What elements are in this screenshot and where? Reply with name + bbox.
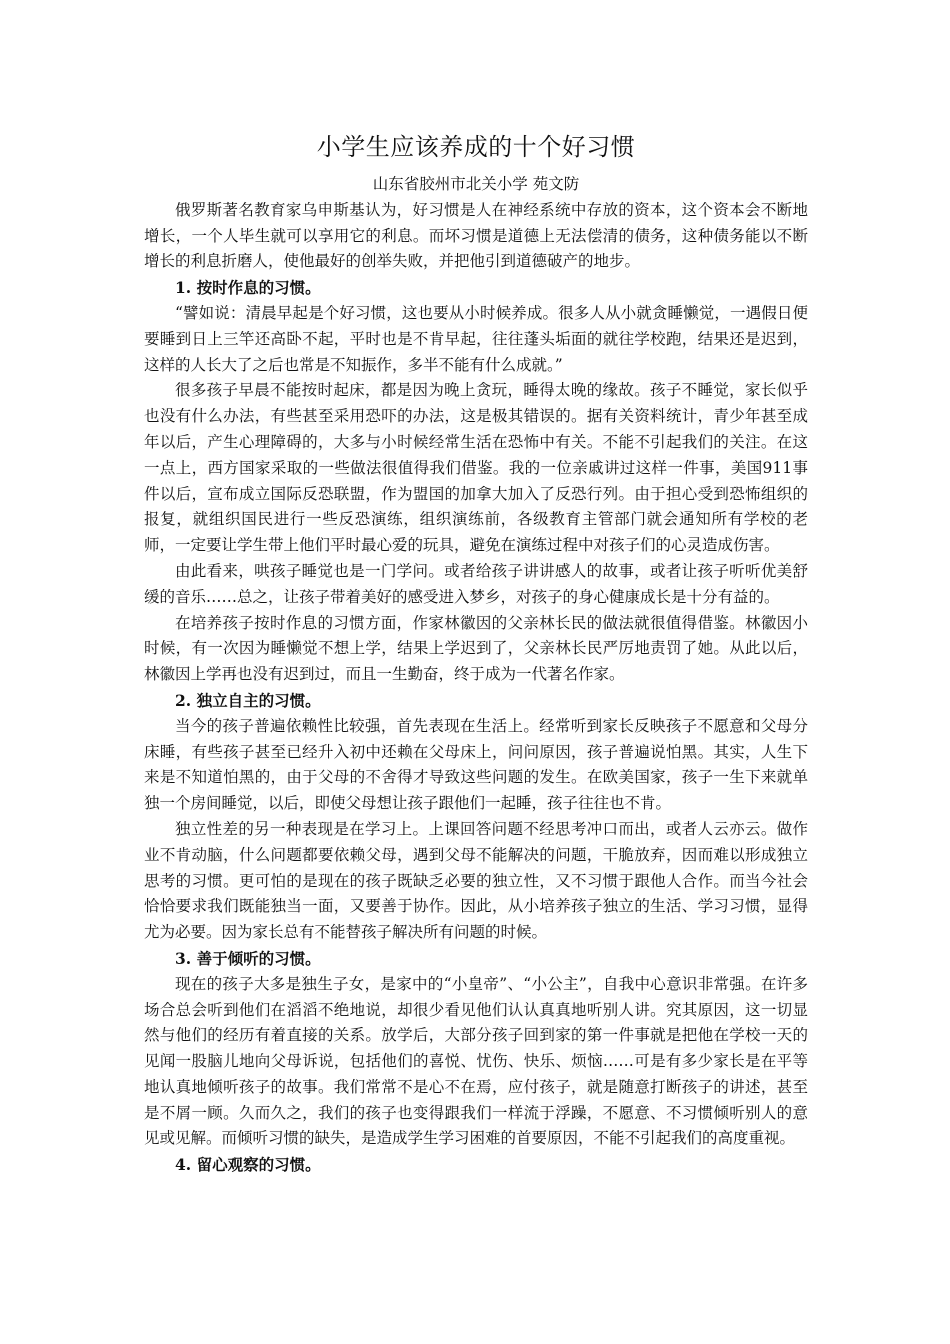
section-3-paragraph-1: 现在的孩子大多是独生子女，是家中的“小皇帝”、“小公主”，自我中心意识非常强。在许多场合总会听到他们在滔滔不绝地说，却很少看见他们认认真真地听别人讲。究其原因，这一切显然与他们的经历有着直接的关系。放学后，大部分孩子回到家的第一件事就是把他在学校一天的见闻一股脑儿地向父母诉说，包括他们的喜悦、忧伤、快乐、烦恼……可是有多少家长是在平等地认真地倾听孩子的故事。我们常常不是心不在焉，应付孩子，就是随意打断孩子的讲述，甚至是不屑一顾。久而久之，我们的孩子也变得跟我们一样流于浮躁，不愿意、不习惯倾听别人的意见或见解。而倾听习惯的缺失，是造成学生学习困难的首要原因，不能不引起我们的高度重视。 bbox=[144, 974, 808, 1148]
section-heading-1: 1. 按时作息的习惯。 bbox=[175, 278, 321, 298]
section-1-paragraph-1: “譬如说：清晨早起是个好习惯，这也要从小时候养成。很多人从小就贪睡懒觉，一遇假日便要睡到日上三竿还高卧不起，平时也是不肯早起，往往蓬头垢面的就往学校跑，结果还是迟到，这样的人长大了之后也常是不知振作，多半不能有什么成就。” bbox=[144, 303, 808, 374]
document-title: 小学生应该养成的十个好习惯 bbox=[316, 133, 636, 161]
author-byline: 山东省胶州市北关小学 苑文防 bbox=[372, 175, 580, 193]
intro-paragraph: 俄罗斯著名教育家乌申斯基认为，好习惯是人在神经系统中存放的资本，这个资本会不断地增长，一个人毕生就可以享用它的利息。而坏习惯是道德上无法偿清的债务，这种债务能以不断增长的利息折磨人，使他最好的创举失败，并把他引到道德破产的地步。 bbox=[144, 200, 808, 271]
section-heading-3: 3. 善于倾听的习惯。 bbox=[175, 948, 321, 968]
section-1-paragraph-3: 由此看来，哄孩子睡觉也是一门学问。或者给孩子讲讲感人的故事，或者让孩子听听优美舒缓的音乐……总之，让孩子带着美好的感受进入梦乡，对孩子的身心健康成长是十分有益的。 bbox=[144, 561, 808, 606]
section-1-paragraph-4: 在培养孩子按时作息的习惯方面，作家林徽因的父亲林长民的做法就很值得借鉴。林徽因小时候，有一次因为睡懒觉不想上学，结果上学迟到了，父亲林长民严厉地责罚了她。从此以后，林徽因上学再也没有迟到过，而且一生勤奋，终于成为一代著名作家。 bbox=[144, 613, 808, 684]
section-2-paragraph-1: 当今的孩子普遍依赖性比较强，首先表现在生活上。经常听到家长反映孩子不愿意和父母分床睡，有些孩子甚至已经升入初中还赖在父母床上，问问原因，孩子普遍说怕黑。其实，人生下来是不知道怕黑的，由于父母的不舍得才导致这些问题的发生。在欧美国家，孩子一生下来就单独一个房间睡觉，以后，即使父母想让孩子跟他们一起睡，孩子往往也不肯。 bbox=[144, 716, 808, 813]
section-1-paragraph-2: 很多孩子早晨不能按时起床，都是因为晚上贪玩，睡得太晚的缘故。孩子不睡觉，家长似乎也没有什么办法，有些甚至采用恐吓的办法，这是极其错误的。据有关资料统计，青少年甚至成年以后，产生心理障碍的，大多与小时候经常生活在恐怖中有关。不能不引起我们的关注。在这一点上，西方国家采取的一些做法很值得我们借鉴。我的一位亲戚讲过这样一件事，美国911事件以后，宣布成立国际反恐联盟，作为盟国的加拿大加入了反恐行列。由于担心受到恐怖组织的报复，就组织国民进行一些反恐演练，组织演练前，各级教育主管部门就会通知所有学校的老师，一定要让学生带上他们平时最心爱的玩具，避免在演练过程中对孩子们的心灵造成伤害。 bbox=[144, 381, 808, 555]
document-page bbox=[144, 130, 808, 1178]
section-heading-4: 4. 留心观察的习惯。 bbox=[175, 1155, 321, 1175]
section-heading-2: 2. 独立自主的习惯。 bbox=[175, 690, 321, 710]
section-2-paragraph-2: 独立性差的另一种表现是在学习上。上课回答问题不经思考冲口而出，或者人云亦云。做作业不肯动脑，什么问题都要依赖父母，遇到父母不能解决的问题，干脆放弃，因而难以形成独立思考的习惯。更可怕的是现在的孩子既缺乏必要的独立性，又不习惯于跟他人合作。而当今社会恰恰要求我们既能独当一面，又要善于协作。因此，从小培养孩子独立的生活、学习习惯，显得尤为必要。因为家长总有不能替孩子解决所有问题的时候。 bbox=[144, 819, 808, 942]
